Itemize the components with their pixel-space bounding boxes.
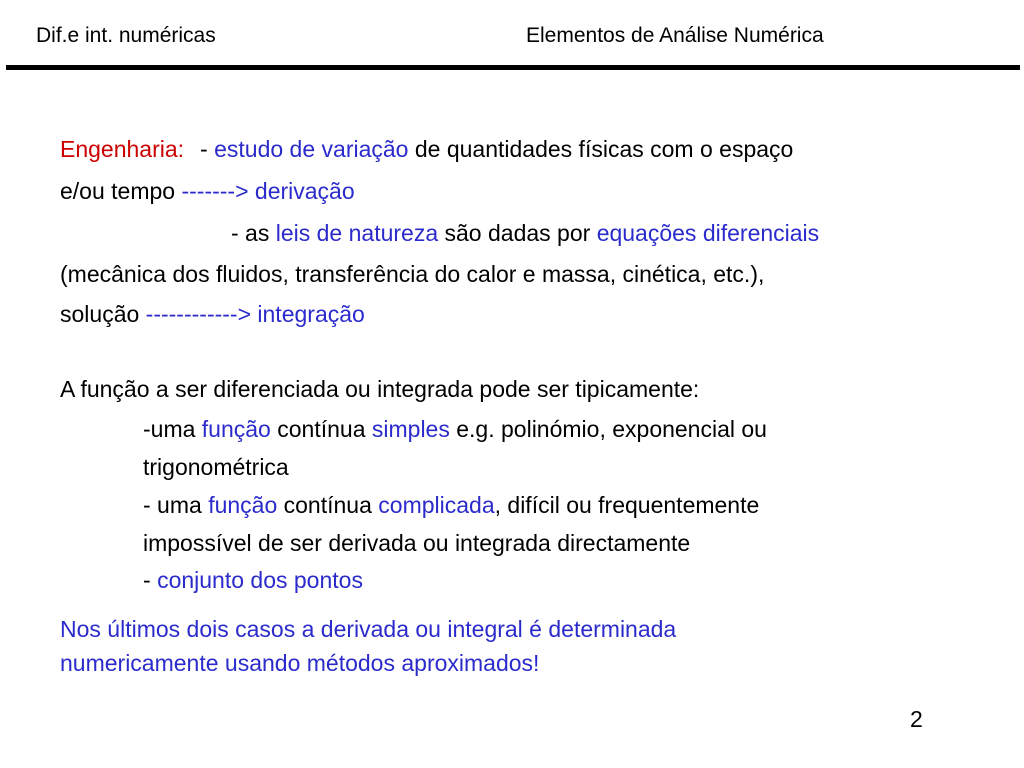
funcao-bullet-2	[143, 492, 759, 519]
engenharia-label: Engenharia:	[60, 136, 185, 162]
term-complicada: complicada	[378, 492, 495, 518]
funcao-bullet-3	[143, 567, 363, 594]
bullet-2-mid: contínua	[277, 492, 379, 518]
funcao-intro: A função a ser diferenciada ou integrada pode ser tipicamente:	[60, 376, 700, 402]
term-derivacao: -------> derivação	[181, 178, 355, 204]
engenharia-line-1-rest: de quantidades físicas com o espaço	[408, 136, 794, 162]
term-integracao: ------------> integração	[145, 301, 365, 327]
bullet-1-pre: -uma	[143, 416, 202, 442]
funcao-bullet-2-cont: impossível de ser derivada ou integrada directamente	[143, 530, 691, 556]
engenharia-line-5	[60, 301, 365, 328]
engenharia-line-4: (mecânica dos fluidos, transferência do calor e massa, cinética, etc.),	[60, 261, 765, 287]
term-equacoes-diferenciais: equações diferenciais	[596, 220, 820, 246]
funcao-bullet-1	[143, 416, 767, 443]
header-rule	[6, 65, 1020, 70]
term-leis-de-natureza: leis de natureza	[275, 220, 439, 246]
conclusion-line-2: numericamente usando métodos aproximados!	[60, 650, 540, 676]
funcao-bullet-1-cont: trigonométrica	[143, 454, 289, 480]
page-number: 2	[910, 706, 923, 732]
header-left-title: Dif.e int. numéricas	[36, 24, 216, 47]
term-funcao-1: função	[201, 416, 271, 442]
bullet-2-rest: , difícil ou frequentemente	[494, 492, 760, 518]
term-funcao-2: função	[208, 492, 278, 518]
engenharia-dash: -	[200, 136, 215, 162]
conclusion-line-1: Nos últimos dois casos a derivada ou integral é determinada	[60, 616, 677, 642]
engenharia-line-3-pre: - as	[231, 220, 276, 246]
engenharia-line-2	[60, 178, 355, 205]
engenharia-line-2-text: e/ou tempo	[60, 178, 182, 204]
bullet-1-mid: contínua	[270, 416, 372, 442]
engenharia-line-3-mid: são dadas por	[438, 220, 597, 246]
engenharia-line-1	[60, 136, 793, 163]
bullet-3-pre: -	[143, 567, 158, 593]
header-right-title: Elementos de Análise Numérica	[526, 24, 824, 47]
term-simples: simples	[371, 416, 450, 442]
bullet-2-pre: - uma	[143, 492, 209, 518]
term-estudo-de-variacao: estudo de variação	[214, 136, 409, 162]
bullet-1-rest: e.g. polinómio, exponencial ou	[449, 416, 767, 442]
term-conjunto-dos-pontos: conjunto dos pontos	[157, 567, 363, 593]
engenharia-line-3	[231, 220, 819, 247]
engenharia-line-5-text: solução	[60, 301, 146, 327]
